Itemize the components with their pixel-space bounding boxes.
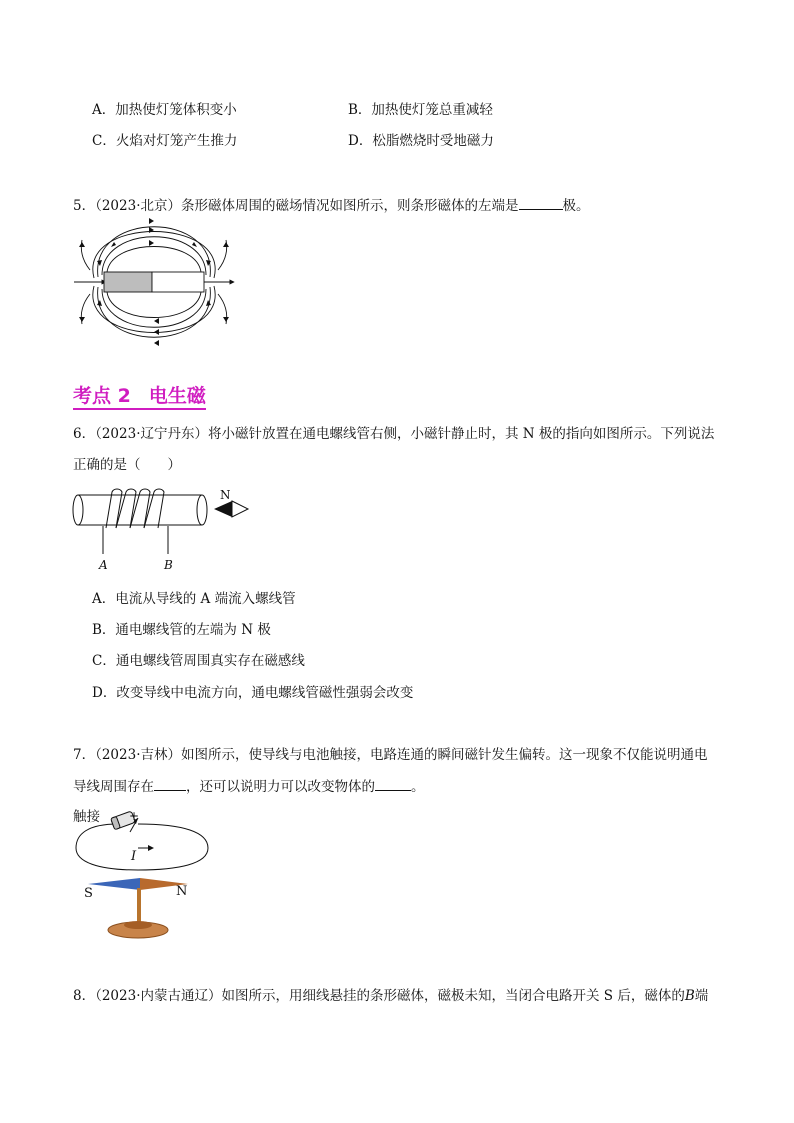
q7-blank-2 bbox=[375, 776, 411, 791]
q4-option-b: B．加热使灯笼总重减轻 bbox=[348, 102, 493, 118]
q8-text-c: 端 bbox=[694, 988, 709, 1004]
q6-stem-line2: 正确的是（ ） bbox=[73, 457, 181, 473]
q6-option-b: B．通电螺线管的左端为 N 极 bbox=[92, 622, 271, 638]
q8-text-a: 8．（2023·内蒙古通辽）如图所示，用细线悬挂的条形磁体，磁极未知，当闭合电路开关 S 后，磁体的 bbox=[73, 988, 685, 1004]
q8-text-b: B bbox=[684, 988, 695, 1004]
q7-south-label: S bbox=[84, 886, 93, 901]
section-title: 电生磁 bbox=[148, 385, 206, 407]
q7-text-b: ，还可以说明力可以改变物体的 bbox=[186, 779, 375, 795]
q6-terminal-a: A bbox=[99, 558, 108, 572]
q7-plus-label: + bbox=[129, 809, 140, 823]
q4-option-c: C．火焰对灯笼产生推力 bbox=[92, 133, 238, 149]
q6-terminal-b: B bbox=[164, 558, 173, 572]
bar-magnet-field-figure bbox=[72, 220, 236, 346]
q5-stem-text: 5．（2023·北京）条形磁体周围的磁场情况如图所示，则条形磁体的左端是 bbox=[73, 198, 519, 214]
oersted-figure bbox=[68, 806, 228, 946]
q7-touch-label: 触接 bbox=[73, 809, 100, 825]
q6-option-a: A．电流从导线的 A 端流入螺线管 bbox=[92, 591, 296, 607]
q8-stem-line1 bbox=[73, 986, 708, 1006]
q5-stem bbox=[73, 195, 590, 216]
q6-stem-line1: 6．（2023·辽宁丹东）将小磁针放置在通电螺线管右侧，小磁针静止时，其 N 极的指向如图所示。下列说法 bbox=[73, 426, 715, 442]
q4-option-d: D．松脂燃烧时受地磁力 bbox=[348, 133, 494, 149]
q7-stem-line2 bbox=[73, 776, 425, 797]
q7-text-c: 。 bbox=[411, 779, 425, 795]
q5-stem-tail: 极。 bbox=[562, 198, 590, 214]
section-label: 考点 2 bbox=[73, 385, 131, 407]
q6-option-c: C．通电螺线管周围真实存在磁感线 bbox=[92, 653, 305, 669]
q7-stem-line1: 7．（2023·吉林）如图所示，使导线与电池触接，电路连通的瞬间磁针发生偏转。这一现象不仅能说明通电 bbox=[73, 747, 708, 763]
q5-blank bbox=[519, 195, 563, 210]
q7-north-label: N bbox=[176, 884, 188, 899]
q7-current-label: I bbox=[131, 849, 137, 864]
q6-needle-label: N bbox=[220, 488, 231, 502]
section-heading bbox=[73, 384, 206, 410]
q6-option-d: D．改变导线中电流方向，通电螺线管磁性强弱会改变 bbox=[92, 685, 414, 701]
q4-option-a: A．加热使灯笼体积变小 bbox=[92, 102, 237, 118]
q7-blank-1 bbox=[154, 776, 186, 791]
q7-text-a: 导线周围存在 bbox=[73, 779, 154, 795]
